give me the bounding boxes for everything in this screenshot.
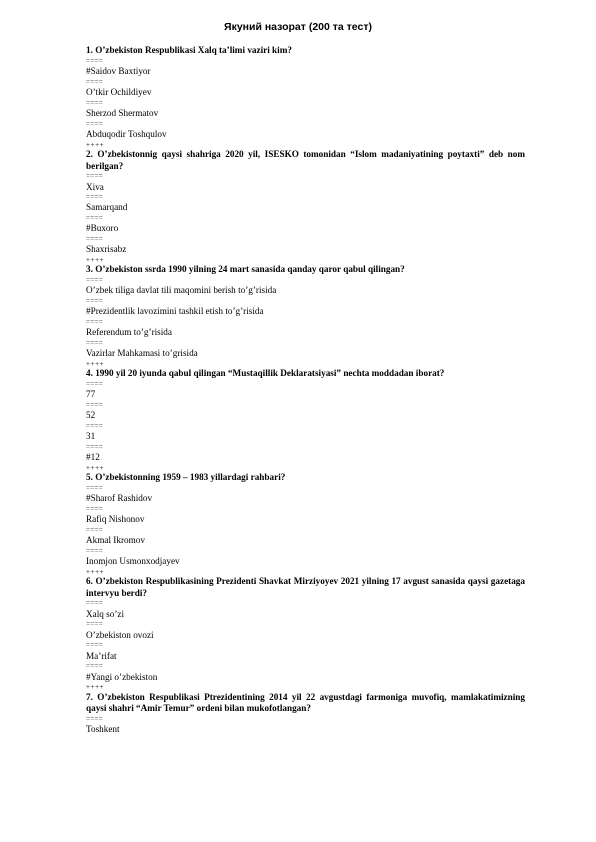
separator: ====: [86, 193, 103, 202]
question-block: [86, 472, 525, 576]
answer-option: Rafiq Nishonov: [86, 514, 145, 525]
separator: ====: [86, 483, 103, 492]
question-text: 7. O’zbekiston Respublikasi Ptrezidentining 2014 yil 22 avgustdagi farmoniga muvofiq, mamlakatimizning qaysi shahri “Amir Temur” ordeni bilan mukofotlangan?: [86, 691, 525, 714]
separator: ====: [86, 297, 103, 306]
answer-option: Xiva: [86, 181, 104, 192]
separator: ====: [86, 421, 103, 430]
separator: ====: [86, 504, 103, 513]
separator: ====: [86, 318, 103, 326]
separator: ====: [86, 400, 103, 409]
answer-option: Referendum to’g’risida: [86, 327, 172, 338]
question-block: [86, 45, 525, 149]
answer-option: O’tkir Ochildiyev: [86, 86, 152, 97]
answer-option: #Sharof Rashidov: [86, 493, 153, 504]
answer-option: #Buxoro: [86, 223, 119, 234]
question-block: [86, 264, 525, 368]
separator: ====: [86, 379, 103, 388]
answer-option: O’zbek tiliga davlat tili maqomini berish to’g’risida: [86, 285, 277, 296]
separator: ====: [86, 662, 103, 671]
separator: ====: [86, 214, 103, 223]
answer-option: Ma’rifat: [86, 650, 117, 661]
answer-option: 77: [86, 389, 96, 400]
answer-option: O’zbekiston ovozi: [86, 629, 154, 640]
separator: ====: [86, 714, 103, 723]
separator: ====: [86, 98, 103, 107]
separator: ====: [86, 442, 103, 451]
answer-option: Samarqand: [86, 202, 128, 213]
answer-option: Shaxrisabz: [86, 244, 127, 255]
separator: ====: [86, 525, 103, 534]
answer-option: 31: [86, 431, 96, 442]
answer-option: Xalq so’zi: [86, 608, 125, 619]
question-list: [86, 45, 525, 736]
separator: ====: [86, 599, 103, 608]
separator: ====: [86, 56, 103, 65]
separator: ====: [86, 235, 103, 244]
question-block: [86, 368, 525, 472]
answer-option: Vazirlar Mahkamasi to’grisida: [86, 348, 198, 359]
terminator: ++++: [86, 359, 105, 368]
separator: ====: [86, 620, 103, 629]
separator: ====: [86, 641, 103, 650]
answer-option: #Saidov Baxtiyor: [86, 65, 151, 76]
separator: ====: [86, 77, 103, 86]
question-block: [86, 692, 525, 736]
terminator: ++++: [86, 567, 105, 576]
terminator: ++++: [86, 683, 105, 692]
terminator: ++++: [86, 463, 105, 472]
question-text: 3. O’zbekiston ssrda 1990 yilning 24 mart sanasida qanday qaror qabul qilingan?: [86, 264, 405, 275]
page-title: Якуний назорат (200 та тест): [224, 21, 372, 33]
question-text: 5. O’zbekistonning 1959 – 1983 yillardagi rahbari?: [86, 472, 286, 483]
question-text: 1. O’zbekiston Respublikasi Xalq ta’limi vaziri kim?: [86, 45, 292, 55]
answer-option: Toshkent: [86, 724, 120, 735]
answer-option: #12: [86, 452, 100, 463]
answer-option: #Yangi o’zbekiston: [86, 671, 158, 682]
answer-option: 52: [86, 410, 96, 421]
separator: ====: [86, 276, 103, 285]
question-block: [86, 149, 525, 265]
separator: ====: [86, 119, 103, 128]
answer-option: Abduqodir Toshqulov: [86, 128, 167, 139]
question-text: 4. 1990 yil 20 iyunda qabul qilingan “Mustaqillik Deklaratsiyasi” nechta moddadan iborat?: [86, 368, 445, 379]
separator: ====: [86, 338, 103, 347]
answer-option: Sherzod Shermatov: [86, 107, 159, 118]
question-text: 2. O’zbekistonnig qaysi shahriga 2020 yil, ISESKO tomonidan “Islom madaniyatining poytaxti” deb nom berilgan?: [86, 148, 525, 171]
terminator: ++++: [86, 256, 105, 265]
separator: ====: [86, 546, 103, 555]
answer-option: Akmal Ikromov: [86, 535, 145, 546]
terminator: ++++: [86, 140, 105, 149]
question-text: 6. O’zbekiston Respublikasining Prezidenti Shavkat Mirziyoyev 2021 yilning 17 avgust sanasida qaysi gazetaga intervyu berdi?: [86, 576, 525, 598]
answer-option: #Prezidentlik lavozimini tashkil etish to’g’risida: [86, 306, 264, 317]
separator: ====: [86, 172, 103, 181]
answer-option: Inomjon Usmonxodjayev: [86, 556, 180, 567]
question-block: [86, 576, 525, 692]
